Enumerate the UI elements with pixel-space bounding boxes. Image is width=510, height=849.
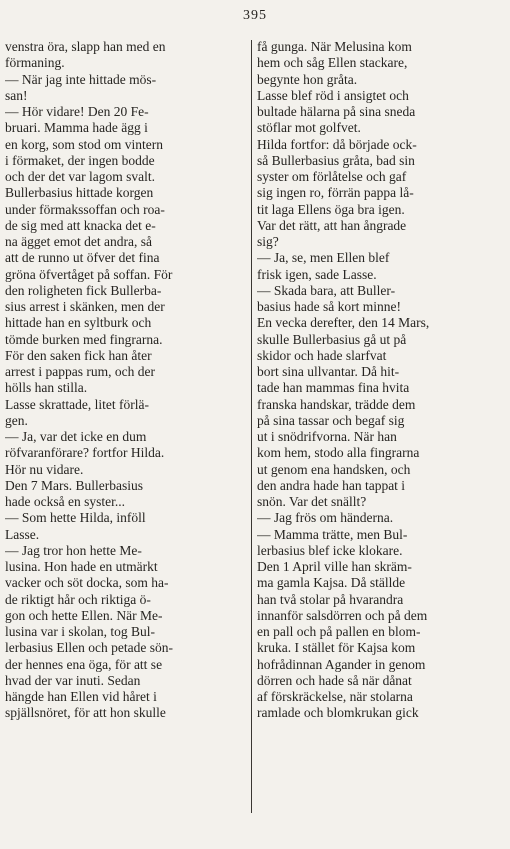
text-line: hölls han stilla. bbox=[5, 380, 88, 396]
text-line: En vecka derefter, den 14 Mars, bbox=[257, 315, 430, 331]
text-line: — Mamma trätte, men Bul- bbox=[257, 526, 408, 542]
text-line: en korg, som stod om vintern bbox=[5, 136, 163, 152]
text-line: på sina tassar och begaf sig bbox=[257, 412, 405, 428]
text-line: tade han mammas fina hvita bbox=[257, 380, 410, 396]
text-line: en pall och på pallen en blom- bbox=[257, 624, 421, 639]
text-line: ma gamla Kajsa. Då ställde bbox=[257, 575, 406, 591]
text-line: röfvaranförare? fortfor Hilda. bbox=[5, 445, 165, 461]
text-line: Den 7 Mars. Bullerbasius bbox=[5, 477, 143, 493]
text-line: de sig med att knacka det e- bbox=[5, 217, 156, 233]
left-text-column bbox=[5, 39, 247, 722]
text-line: spjällsnöret, för att hon skulle bbox=[5, 705, 166, 721]
text-line: förmaning. bbox=[5, 55, 65, 71]
text-line: i förmaket, der ingen bodde bbox=[5, 152, 155, 168]
text-line: under förmakssoffan och roa- bbox=[5, 201, 165, 217]
text-line: — Som hette Hilda, inföll bbox=[5, 510, 146, 526]
text-line: den andra hade han tappat i bbox=[257, 477, 406, 493]
text-line: att de runno ut öfver det fina bbox=[5, 250, 160, 266]
text-line: skidor och hade slarfvat bbox=[257, 347, 387, 363]
text-line: lerbasius Ellen och petade sön- bbox=[5, 640, 173, 656]
text-line: Lasse blef röd i ansigtet och bbox=[257, 87, 409, 103]
text-line: Bullerbasius hittade korgen bbox=[5, 185, 154, 201]
text-line: tömde burken med fingrarna. bbox=[5, 331, 163, 347]
text-line: der hennes ena öga, för att se bbox=[5, 656, 163, 672]
text-line: — Hör vidare! Den 20 Fe- bbox=[5, 104, 149, 119]
text-line: arrest i pappas rum, och der bbox=[5, 364, 155, 379]
text-line: sig? bbox=[257, 234, 279, 249]
text-line: gen. bbox=[5, 412, 28, 428]
text-line: hängde han Ellen vid håret i bbox=[5, 689, 157, 704]
text-line: lusina var i skolan, tog Bul- bbox=[5, 624, 155, 639]
text-line: Lasse. bbox=[5, 526, 40, 542]
text-line: Den 1 April ville han skräm- bbox=[257, 559, 412, 574]
text-line: af förskräckelse, när stolarna bbox=[257, 689, 413, 704]
text-line: lusina. Hon hade en utmärkt bbox=[5, 559, 158, 574]
text-line: Hilda fortfor: då började ock- bbox=[257, 136, 417, 152]
text-line: Hör nu vidare. bbox=[5, 461, 84, 477]
text-line: ut genom ena handsken, och bbox=[257, 461, 411, 477]
text-line: sius arrest i skänken, men der bbox=[5, 299, 165, 314]
text-line: — När jag inte hittade mös- bbox=[5, 71, 157, 87]
text-line: gon och hette Ellen. När Me- bbox=[5, 607, 163, 623]
text-line: gröna öfvertåget på soffan. För bbox=[5, 266, 173, 282]
text-line: få gunga. När Melusina kom bbox=[257, 39, 412, 54]
text-line: och der det var lagom svalt. bbox=[5, 169, 155, 184]
text-line: bort sina ullvantar. Då hit- bbox=[257, 364, 400, 379]
text-line: na ägget emot det andra, så bbox=[5, 234, 152, 249]
text-line: sig ingen ro, förrän pappa lå- bbox=[257, 185, 414, 201]
text-line: de riktigt hår och riktiga ö- bbox=[5, 591, 151, 607]
text-line: innanför salsdörren och på dem bbox=[257, 607, 428, 623]
text-line: franska handskar, trädde dem bbox=[257, 396, 416, 412]
text-line: venstra öra, slapp han med en bbox=[5, 39, 166, 54]
text-line: san! bbox=[5, 87, 28, 103]
text-line: stöflar mot golfvet. bbox=[257, 120, 361, 136]
right-text-column bbox=[257, 39, 499, 722]
text-line: bultade hälarna på sina sneda bbox=[257, 104, 416, 119]
text-line: snön. Var det snällt? bbox=[257, 494, 367, 509]
text-line: vacker och söt docka, som ha- bbox=[5, 575, 169, 591]
page-number: 395 bbox=[243, 8, 267, 23]
text-line: — Skada bara, att Buller- bbox=[257, 282, 396, 298]
text-line: han två stolar på hvarandra bbox=[257, 591, 404, 607]
text-line: tit laga Ellens öga bra igen. bbox=[257, 201, 405, 217]
text-line: hade också en syster... bbox=[5, 494, 125, 509]
text-line: hofrådinnan Agander in genom bbox=[257, 656, 426, 672]
text-line: begynte hon gråta. bbox=[257, 71, 358, 87]
text-line: lerbasius blef icke klokare. bbox=[257, 542, 403, 558]
text-line: Var det rätt, att han ångrade bbox=[257, 217, 407, 233]
text-line: dörren och hade så när dånat bbox=[257, 672, 412, 688]
text-line: bruari. Mamma hade ägg i bbox=[5, 120, 148, 136]
column-divider bbox=[251, 40, 252, 813]
text-line: kruka. I stället för Kajsa kom bbox=[257, 640, 416, 656]
text-line: — Jag tror hon hette Me- bbox=[5, 542, 142, 558]
text-line: syster om förlåtelse och gaf bbox=[257, 169, 407, 184]
text-line: Lasse skrattade, litet förlä- bbox=[5, 396, 149, 412]
text-line: skulle Bullerbasius gå ut på bbox=[257, 331, 407, 347]
text-line: — Jag frös om händerna. bbox=[257, 510, 394, 526]
text-line: — Ja, var det icke en dum bbox=[5, 429, 147, 444]
text-line: hittade han en syltburk och bbox=[5, 315, 152, 331]
text-line: den roligheten fick Bullerba- bbox=[5, 282, 162, 298]
text-line: ramlade och blomkrukan gick bbox=[257, 705, 419, 721]
text-line: — Ja, se, men Ellen blef bbox=[257, 250, 390, 266]
text-line: så Bullerbasius gråta, bad sin bbox=[257, 152, 415, 168]
text-line: För den saken fick han åter bbox=[5, 347, 152, 363]
text-line: basius hade så kort minne! bbox=[257, 299, 401, 314]
text-line: ut i snödrifvorna. När han bbox=[257, 429, 397, 444]
text-line: hem och såg Ellen stackare, bbox=[257, 55, 408, 71]
text-line: hvad der var inuti. Sedan bbox=[5, 672, 141, 688]
text-line: kom hem, stodo alla fingrarna bbox=[257, 445, 420, 461]
text-line: frisk igen, sade Lasse. bbox=[257, 266, 377, 282]
